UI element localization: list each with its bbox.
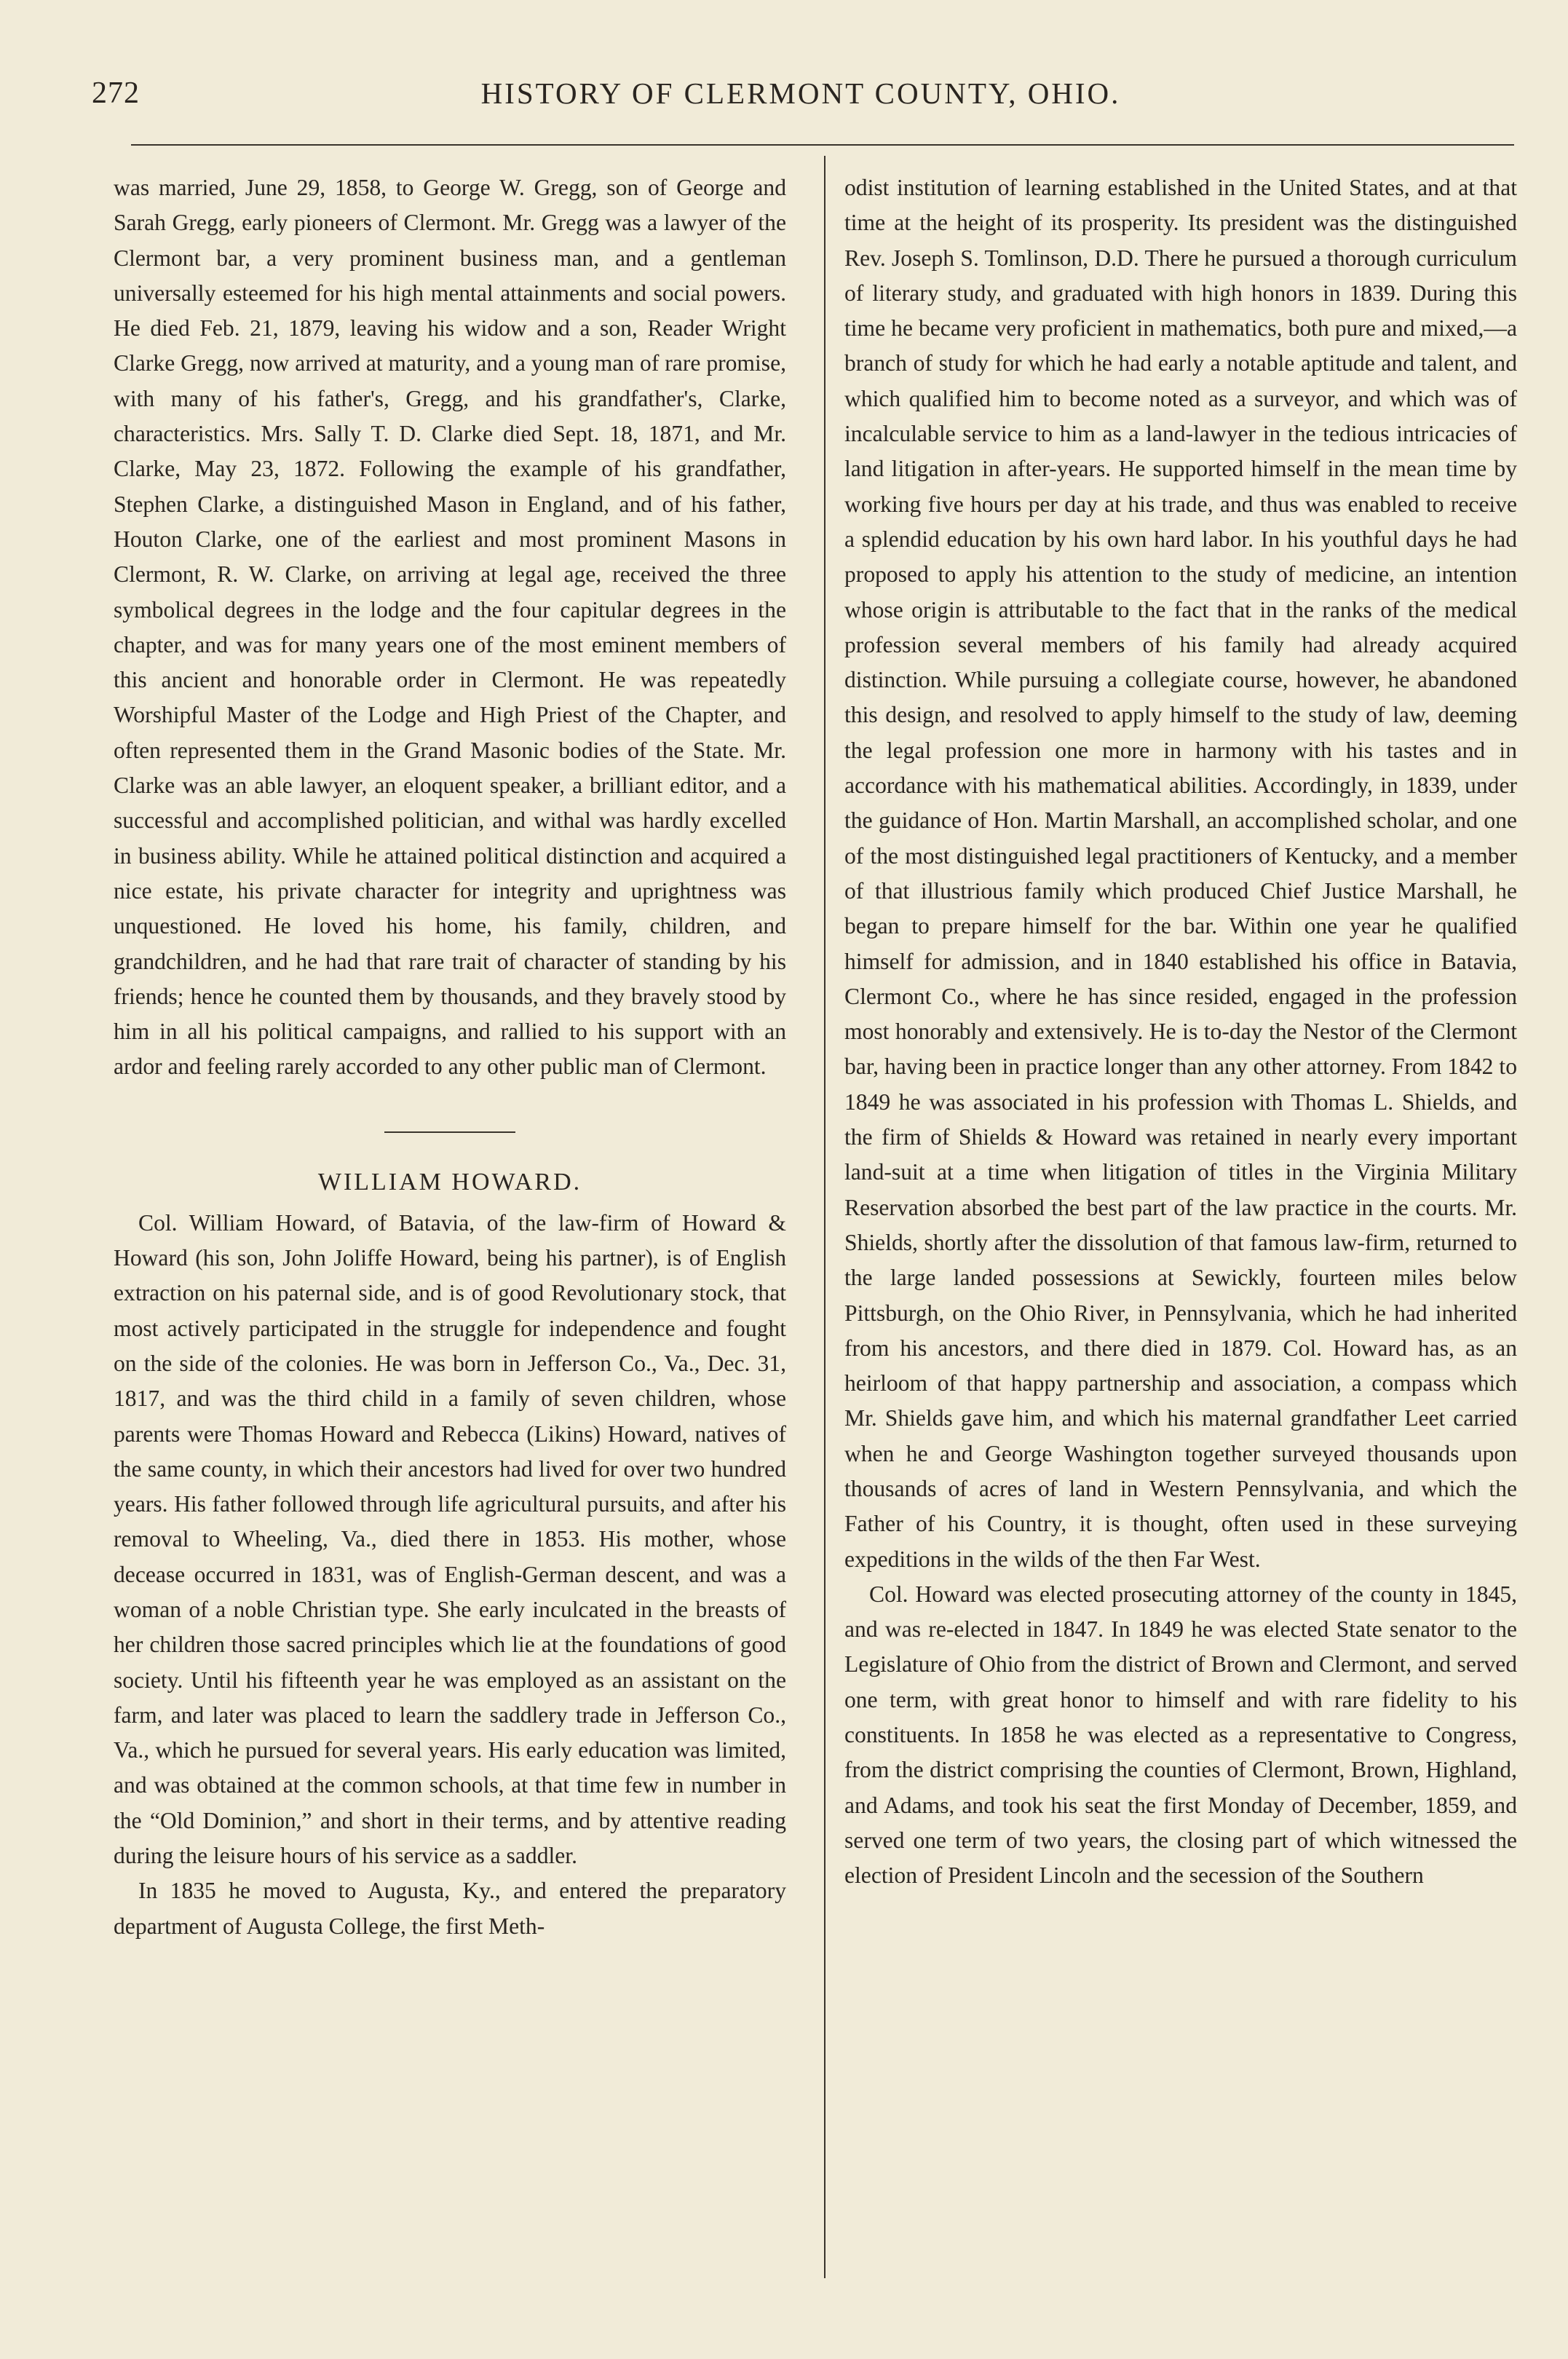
biography-paragraph-3: Col. Howard was elected prosecuting attorney of the county in 1845, and was re-elected in 1847. In 1849 he was elected State senator to the Legislature of Ohio from the district of Brown and Clermont, and served one term, with great honor to himself and with rare fidelity to his constituents. In 1858 he was elected as a representative to Congress, from the district comprising the counties of Clermont, Brown, Highland, and Adams, and took his seat the first Monday of December, 1859, and served one term of two years, the closing part of which witnessed the election of President Lincoln and the secession of the Southern — [844, 1581, 1517, 1889]
biography-paragraph-1: Col. William Howard, of Batavia, of the law-firm of Howard & Howard (his son, John Joliffe Howard, being his partner), is of English extraction on his paternal side, and is of good Revolutionary stock, that most actively participated in the struggle for independence and fought on the side of the colonies. He was born in Jefferson Co., Va., Dec. 31, 1817, and was the third child in a family of seven children, whose parents were Thomas Howard and Rebecca (Likins) Howard, natives of the same county, in which their ancestors had lived for over two hundred years. His father followed through life agricultural pursuits, and after his removal to Wheeling, Va., died there in 1853. His mother, whose decease occurred in 1831, was of English-German descent, and was a woman of a noble Christian type. She early inculcated in the breasts of her children those sacred principles which lie at the foundations of good society. Until his fifteenth year he was employed as an assistant on the farm, and later was placed to learn the saddlery trade in Jefferson Co., Va., which he pursued for several years. His early education was limited, and was obtained at the common schools, at that time few in number in the “Old Dominion,” and short in their terms, and by attentive reading during the leisure hours of his service as a saddler. — [114, 1209, 786, 1869]
right-column — [844, 170, 1517, 1894]
left-column — [114, 170, 786, 1944]
page-number: 272 — [92, 76, 140, 110]
column-divider — [824, 156, 825, 2278]
section-divider-rule — [384, 1131, 515, 1133]
page-header — [87, 76, 1514, 127]
header-rule — [131, 144, 1514, 146]
biography-paragraph-2-start: In 1835 he moved to Augusta, Ky., and entered the preparatory department of Augusta College, the first Meth- — [114, 1878, 786, 1939]
biography-paragraph-2-continued: odist institution of learning established in the United States, and at that time at the height of its prosperity. Its president was the distinguished Rev. Joseph S. Tomlinson, D.D. There he pursued a thorough curriculum of literary study, and graduated with high honors in 1839. During this time he became very proficient in mathematics, both pure and mixed,—a branch of study for which he had early a notable aptitude and talent, and which qualified him to become noted as a surveyor, and which was of incalculable service to him as a land-lawyer in the tedious intricacies of land litigation in after-years. He supported himself in the mean time by working five hours per day at his trade, and thus was enabled to receive a splendid education by his own hard labor. In his youthful days he had proposed to apply his attention to the study of medicine, an intention whose origin is attributable to the fact that in the ranks of the medical profession several members of his family had already acquired distinction. While pursuing a collegiate course, however, he abandoned this design, and resolved to apply himself to the study of law, deeming the legal profession one more in harmony with his tastes and in accordance with his mathematical abilities. Accordingly, in 1839, under the guidance of Hon. Martin Marshall, an accomplished scholar, and one of the most distinguished legal practitioners of Kentucky, and a member of that illustrious family which produced Chief Justice Marshall, he began to prepare himself for the bar. Within one year he qualified himself for admission, and in 1840 established his office in Batavia, Clermont Co., where he has since resided, engaged in the profession most honorably and extensively. He is to-day the Nestor of the Clermont bar, having been in practice longer than any other attorney. From 1842 to 1849 he was associated in his profession with Thomas L. Shields, and the firm of Shields & Howard was retained in nearly every important land-suit at a time when litigation of titles in the Virginia Military Reservation absorbed the best part of the law practice in the courts. Mr. Shields, shortly after the dissolution of that famous law-firm, returned to the large landed possessions at Sewickly, fourteen miles below Pittsburgh, on the Ohio River, in Pennsylvania, which he had inherited from his ancestors, and there died in 1879. Col. Howard has, as an heirloom of that happy partnership and association, a compass which Mr. Shields gave him, and which his maternal grandfather Leet carried when he and George Washington together surveyed thousands upon thousands of acres of land in Western Pennsylvania, and which the Father of his Country, it is thought, often used in these surveying expeditions in the wilds of the then Far West. — [844, 175, 1517, 1572]
section-heading: WILLIAM HOWARD. — [317, 1168, 582, 1196]
running-title: HISTORY OF CLERMONT COUNTY, OHIO. — [480, 76, 1121, 110]
continuation-paragraph: was married, June 29, 1858, to George W. Gregg, son of George and Sarah Gregg, early pioneers of Clermont. Mr. Gregg was a lawyer of the Clermont bar, a very prominent business man, and a gentleman universally esteemed for his high mental attainments and social powers. He died Feb. 21, 1879, leaving his widow and a son, Reader Wright Clarke Gregg, now arrived at maturity, and a young man of rare promise, with many of his father's, Gregg, and his grandfather's, Clarke, characteristics. Mrs. Sally T. D. Clarke died Sept. 18, 1871, and Mr. Clarke, May 23, 1872. Following the example of his grandfather, Stephen Clarke, a distinguished Mason in England, and of his father, Houton Clarke, one of the earliest and most prominent Masons in Clermont, R. W. Clarke, on arriving at legal age, received the three symbolical degrees in the lodge and the four capitular degrees in the chapter, and was for many years one of the most eminent members of this ancient and honorable order in Clermont. He was repeatedly Worshipful Master of the Lodge and High Priest of the Chapter, and often represented them in the Grand Masonic bodies of the State. Mr. Clarke was an able lawyer, an eloquent speaker, a brilliant editor, and a successful and accomplished politician, and withal was hardly excelled in business ability. While he attained political distinction and acquired a nice estate, his private character for integrity and uprightness was unquestioned. He loved his home, his family, children, and grandchildren, and he had that rare trait of character of standing by his friends; hence he counted them by thousands, and they bravely stood by him in all his political campaigns, and rallied to his support with an ardor and feeling rarely accorded to any other public man of Clermont. — [114, 175, 786, 1080]
